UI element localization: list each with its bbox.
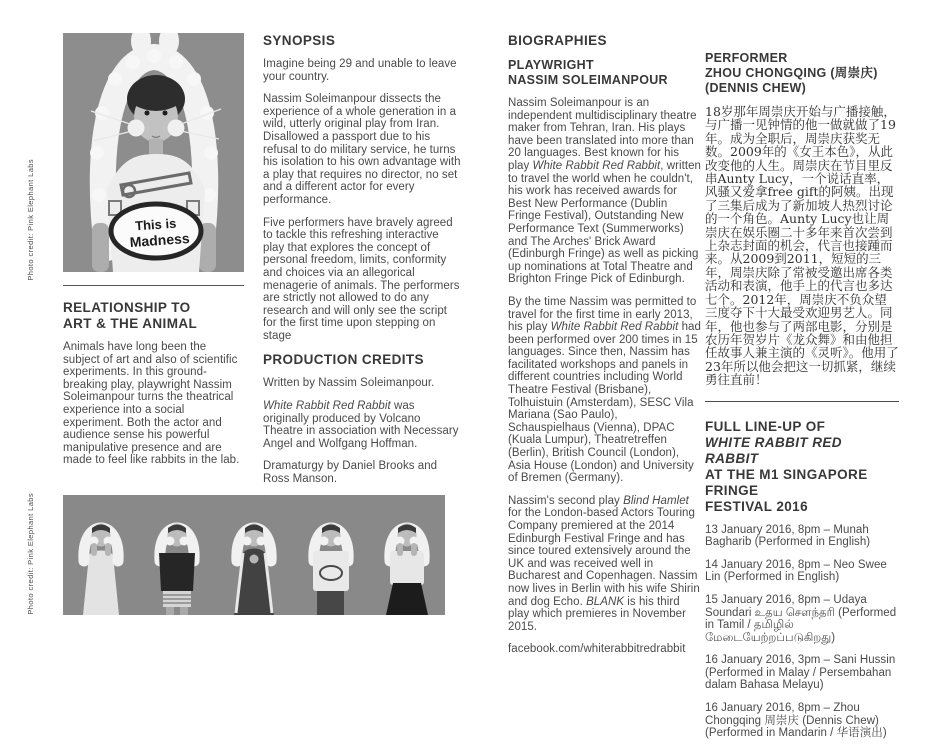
synopsis-paragraph: Nassim Soleimanpour dissects the experience of a whole generation in a wild, utterly original play from Iran. Disallowed a passport due to his refusal to do military service, he turns his isolation to his own advantage with a play that requires no director, no set and a different actor for every performance. (263, 93, 461, 206)
play-title: White Rabbit Red Rabbit (550, 321, 679, 334)
play-title: White Rabbit Red Rabbit (263, 400, 391, 413)
performer-figure-2 (159, 524, 195, 616)
ensemble-photo-illustration (63, 495, 445, 615)
lineup-heading: FULL LINE-UP OF WHITE RABBIT RED RABBIT AT THE M1 SINGAPORE FRINGE FESTIVAL 2016 (705, 419, 899, 515)
play-title: WHITE RABBIT RED RABBIT (705, 434, 842, 466)
lineup-date-item: 14 January 2016, 8pm – Neo Swee Lin (Performed in English) (705, 558, 887, 584)
play-title: BLANK (586, 595, 625, 608)
lineup-date-item: 16 January 2016, 3pm – Sani Hussin (Performed in Malay / Persembahan dalam Bahasa Melayu) (705, 654, 896, 692)
photo-credit-vertical-bottom (22, 486, 38, 615)
bio-paragraph: Nassim Soleimanpour is an independent multidisciplinary theatre maker from Tehran, Iran. His plays have been translated into more than 20 languages. Best known for his play White Rabbit Red Rabbit, written to travel the world when he couldn't, his work has received awards for Best New Performance (Dublin Fringe Festival), Outstanding New Performance Text (Summerworks) and The Arches' Brick Award (Edinburgh Fringe) as well as picking up nominations at Total Theatre and Brighton Fringe Pick of Edinburgh. (508, 97, 701, 286)
performer-bio-chinese: 18岁那年周崇庆开始与广播接触，与广播一见钟情的他一做就做了19年。成为全职后，周崇庆获奖无数。2009年的《女王本色》，从此改变他的人生。周崇庆在节目里反串Aunty Lucy，一个说话直率，风骚又爱拿free gift的阿姨。出现了三集后成为了新加坡人热烈讨论的一个角色。Aunty Lucy也让周崇庆在娱乐圈二十多年来首次尝到上杂志封面的机会，代言也接踵而来。从2009到2011，短短的三年，周崇庆除了常被受邀出席各类活动和表演，他手上的代言也多达七个。2012年，周崇庆不负众望三度夺下十大最受欢迎男艺人。同年，他也参与了两部电影，分别是农历年贺岁片《龙众舞》和由他担任故事人兼主演的《灵听》。他用了23年所以他会把这一切抓紧，继续勇往直前！ (705, 104, 899, 388)
credits-paragraph: Dramaturgy by Daniel Brooks and Ross Manson. (263, 460, 438, 486)
lineup-dates-list (705, 524, 899, 740)
photo-credit-text: Photo credit: Pink Elephant Labs (25, 493, 35, 615)
facebook-url[interactable]: facebook.com/whiterabbitredrabbit (508, 643, 686, 656)
performer-figure-3 (234, 524, 274, 616)
synopsis-heading: SYNOPSIS (263, 33, 336, 48)
relationship-heading: RELATIONSHIP TO ART & THE ANIMAL (63, 300, 198, 331)
bio-paragraph: Nassim's second play Blind Hamlet for the London-based Actors Touring Company premiered at the 2014 Edinburgh Festival Fringe and has since toured extensively around the UK and was received well in Bucharest and Copenhagen. Nassim now lives in Berlin with his wife Shirin and dog Echo. BLANK is his third play which premieres in November 2015. (508, 494, 700, 633)
performer-subheading: PERFORMER ZHOU CHONGQING (周崇庆) (DENNIS CHEW) (705, 51, 878, 95)
performer-figure-4 (313, 524, 349, 616)
biographies-heading: BIOGRAPHIES (508, 33, 607, 48)
shirt-text-line2: Madness (129, 229, 191, 251)
column-synopsis (263, 33, 463, 496)
bio-paragraph: By the time Nassim was permitted to travel for the first time in early 2013, his play White Rabbit Red Rabbit had been performed over 200 times in 15 languages. Since then, Nassim has facilitated workshops and panels in different countries including World Theatre Festival (Brisbane), Tolhuistuin (Amsterdam), SESC Vila Mariana (Sao Paulo), Schauspielhaus (Vienna), DPAC (Kuala Lumpur), Theatretreffen (Berlin), British Council (London), Asia House (London) and University of Bremen (Germany). (508, 295, 701, 485)
synopsis-paragraph: Five performers have bravely agreed to tackle this refreshing interactive play that explores the concept of personal freedom, limits, conformity and choices via an allegorical menagerie of animals. The performers are strictly not allowed to do any research and will only see the script for the first time upon stepping on stage (263, 216, 460, 342)
lineup-date-item: 13 January 2016, 8pm – Munah Bagharib (Performed in English) (705, 523, 871, 549)
ensemble-photo (63, 495, 445, 615)
column-left (63, 33, 244, 477)
lineup-date-item: 16 January 2016, 8pm – Zhou Chongqing 周崇庆 (Dennis Chew) (Performed in Mandarin / 华语演出) (705, 702, 887, 740)
credits-paragraph: Written by Nassim Soleimanpour. (263, 377, 435, 390)
play-title: White Rabbit Red Rabbit (532, 159, 661, 172)
photo-credit-text: Photo credit: Pink Elephant Labs (25, 159, 35, 281)
performer-figure-1 (83, 524, 119, 616)
performer-figure-5 (386, 524, 428, 616)
playwright-subheading: PLAYWRIGHT NASSIM SOLEIMANPOUR (508, 58, 668, 87)
column-biographies (508, 33, 702, 666)
photo-credit-vertical-top (22, 33, 38, 281)
section-divider (63, 285, 244, 286)
credits-paragraph: White Rabbit Red Rabbit was originally produced by Volcano Theatre in association with Necessary Angel and Wolfgang Hoffman. (263, 400, 459, 450)
relationship-body: Animals have long been the subject of art and also of scientific experiments. In this ground-breaking play, playwright Nassim Soleimanpour turns the theatrical experience into a social experiment. Both the actor and audience sense his powerful manipulative presence and are made to feel like rabbits in the lab. (63, 341, 240, 467)
play-title: Blind Hamlet (623, 494, 689, 507)
column-performer (705, 51, 899, 750)
shirt-text-line1: This is (134, 215, 177, 234)
section-divider (705, 401, 899, 402)
performer-portrait-photo (63, 33, 244, 272)
synopsis-paragraph: Imagine being 29 and unable to leave your country. (263, 58, 457, 83)
production-credits-heading: PRODUCTION CREDITS (263, 352, 424, 368)
lineup-date-item: 15 January 2016, 8pm – Udaya Soundari உதய சௌந்தரி (Performed in Tamil / தமிழில் மேடையேற்றப்படுகிறது) (705, 593, 897, 644)
